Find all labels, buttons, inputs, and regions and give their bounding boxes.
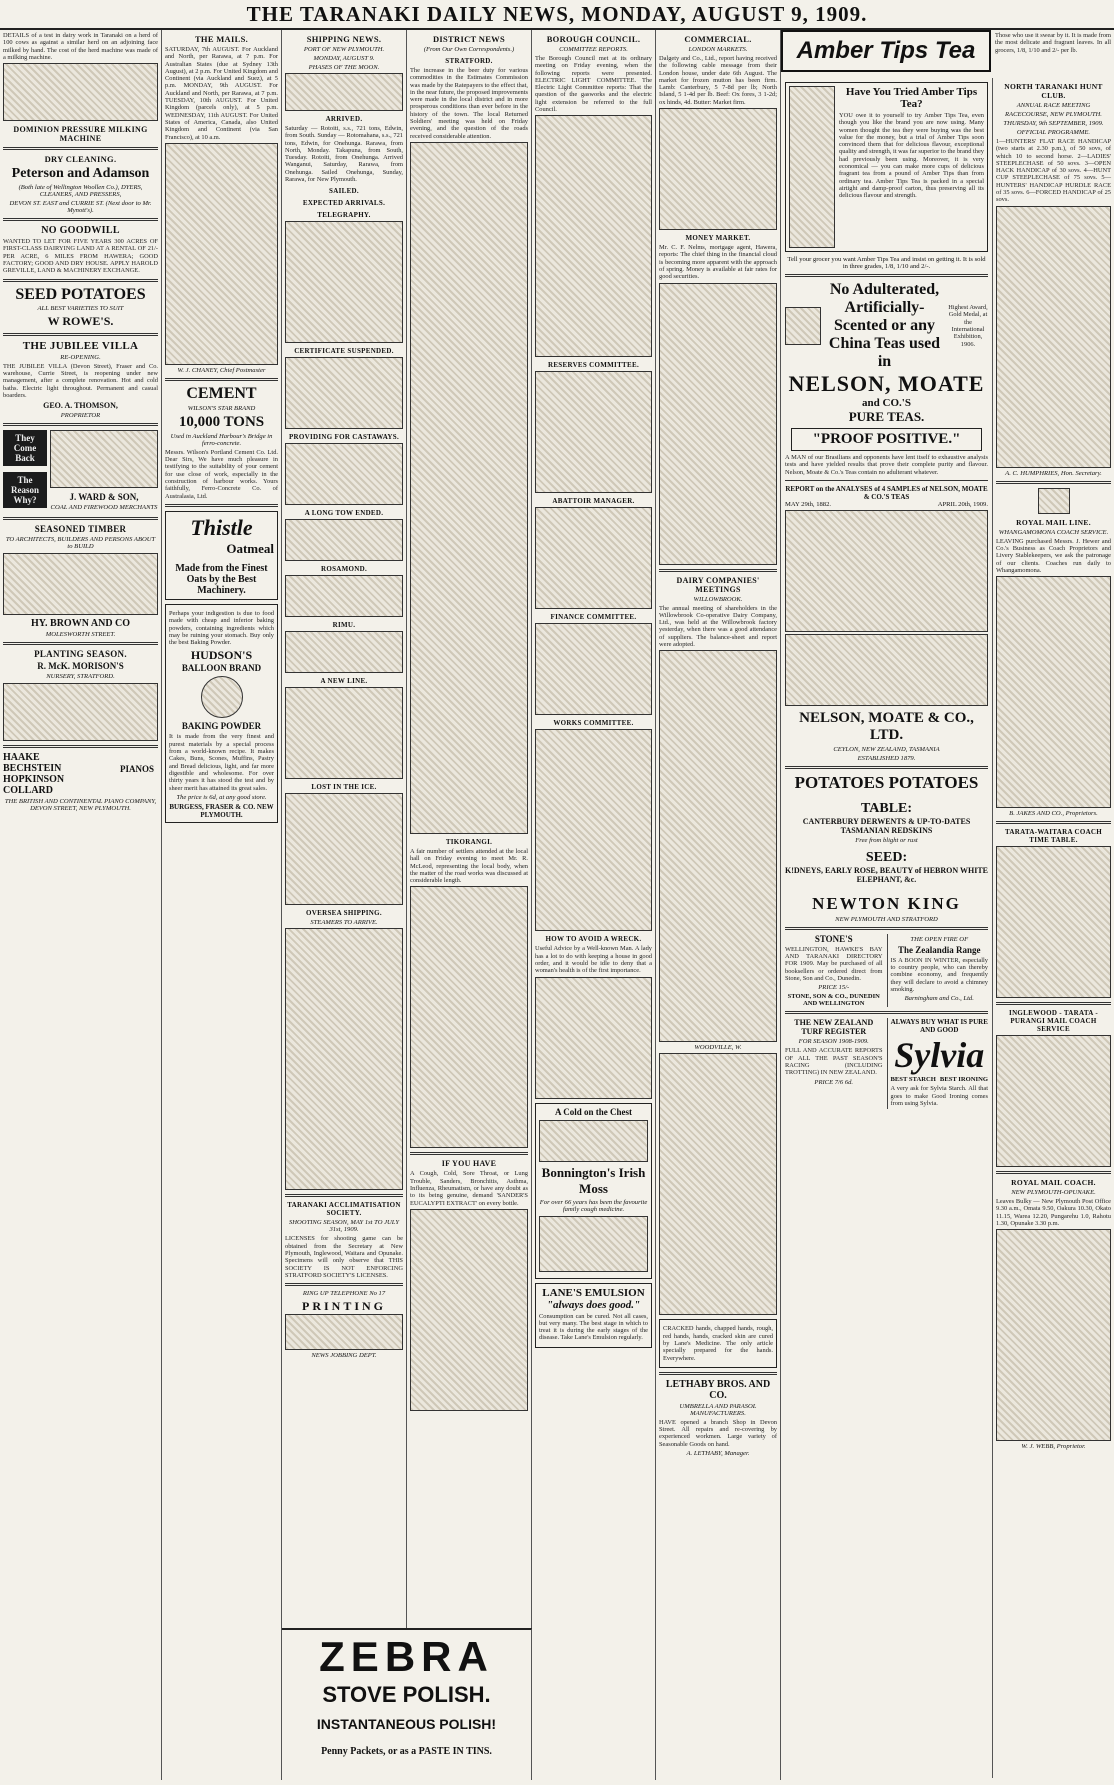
zealandia-top: THE OPEN FIRE OF bbox=[910, 935, 969, 943]
column-7-left bbox=[781, 78, 993, 1778]
tons-amount: 10,000 TONS bbox=[178, 413, 265, 430]
if-you-have-heading: IF YOU HAVE bbox=[441, 1159, 497, 1169]
crackers-ad bbox=[659, 1319, 777, 1367]
peterson-address: DEVON ST. EAST and CURRIE ST. (Next door to Mr. Mynott's). bbox=[9, 200, 152, 215]
pianos-tag: PIANOS bbox=[119, 764, 154, 775]
printing-heading: PRINTING bbox=[301, 1299, 386, 1314]
tarata-text-block bbox=[996, 846, 1111, 998]
burgess-name: BURGESS, FRASER & CO. NEW PLYMOUTH. bbox=[169, 802, 274, 819]
lethaby-text: HAVE opened a branch Shop in Devon Street. All repairs and re-covering by experienced workmen. Large variety of Seasonable Goods on hand. bbox=[659, 1418, 777, 1448]
stones-zealandia-row bbox=[785, 934, 988, 1007]
royal-timetable-block bbox=[996, 1229, 1111, 1441]
always-buy: ALWAYS BUY WHAT IS PURE AND GOOD bbox=[890, 1018, 988, 1035]
tow-text-block bbox=[285, 519, 403, 561]
masthead-title: THE TARANAKI DAILY NEWS, MONDAY, AUGUST 9, 1909. bbox=[246, 2, 868, 26]
commercial-heading: COMMERCIAL. bbox=[684, 34, 752, 44]
whanga-heading: ROYAL MAIL LINE. bbox=[1016, 517, 1091, 527]
column-2 bbox=[162, 30, 282, 1780]
planting-heading: PLANTING SEASON. bbox=[34, 649, 127, 660]
finance-text-block bbox=[535, 623, 652, 715]
dry-cleaning-heading: DRY CLEANING. bbox=[44, 154, 117, 165]
reserves-heading: RESERVES COMMITTEE. bbox=[547, 361, 640, 370]
cold-text-block bbox=[539, 1120, 648, 1162]
moon-heading: PHASES OF THE MOON. bbox=[308, 64, 380, 71]
steamers-list-block bbox=[285, 928, 403, 1190]
analysis-tables bbox=[785, 510, 988, 632]
stones-text: WELLINGTON, HAWKE'S BAY AND TARANAKI DIRECTORY FOR 1909. May be purchased of all booksellers or ordered direct from Stone, Son and Co., Dunedin. bbox=[785, 945, 883, 983]
royal-heading: ROYAL MAIL COACH. bbox=[1011, 1178, 1096, 1188]
telegraphy-heading: TELEGRAPHY. bbox=[317, 211, 371, 220]
rimu-text-block bbox=[285, 631, 403, 673]
timber-text-block bbox=[3, 553, 158, 615]
zebra-stove: STOVE POLISH. bbox=[322, 1682, 491, 1707]
milking-table-image bbox=[3, 63, 158, 121]
pianos-ad bbox=[3, 752, 158, 812]
avoid-text: Useful Advice by a Well-known Man. A lady has a lot to do with keeping a house in good order, and it would be idle to deny that a woman's health is of the first importance. bbox=[535, 945, 652, 975]
printing-text-block bbox=[285, 1314, 403, 1350]
castaways-heading: PROVIDING FOR CASTAWAYS. bbox=[288, 433, 400, 442]
port-heading: PORT OF NEW PLYMOUTH. bbox=[303, 46, 385, 53]
works-heading: WORKS COMMITTEE. bbox=[553, 719, 634, 728]
abattoir-text-block bbox=[535, 507, 652, 609]
goodwill-heading: NO GOODWILL bbox=[41, 225, 120, 237]
willow-heading: WILLOWBROOK. bbox=[693, 595, 743, 603]
award-medal-left-icon bbox=[785, 307, 821, 345]
lane-name: LANE'S EMULSION bbox=[542, 1286, 645, 1299]
balloon-logo bbox=[201, 676, 243, 718]
derwent-text: CANTERBURY DERWENTS & UP-TO-DATES TASMANIAN REDSKINS bbox=[802, 816, 971, 835]
rosamond-heading: ROSAMOND. bbox=[320, 565, 368, 574]
masthead bbox=[0, 0, 1114, 30]
race-date: THURSDAY, 9th SEPTEMBER, 1909. bbox=[1003, 120, 1104, 127]
amber-foot: Tell your grocer you want Amber Tips Tea and insist on getting it. It is sold in three grades, 1/8, 1/10 and 2/-. bbox=[787, 256, 986, 270]
hudson-text: It is made from the very finest and purest materials by a special process from a world-known recipe. It makes Cakes, Buns, Scones, Muffins, Pastry and Bread delicious, light, and far more digestible and wholesome. For over thirty years it has stood the test and by sheer merit has attained its great sales. bbox=[169, 733, 274, 792]
royal-sub: NEW PLYMOUTH-OPUNAKE. bbox=[1011, 1189, 1096, 1197]
telegraphy-text-block bbox=[285, 221, 403, 343]
accl-text: LICENSES for shooting game can be obtained from the Secretary at New Plymouth, Inglewood, Waitara and Opunake. Specimens will only observe that THIS SOCIETY IS NOT ENFORCING STRATFORD SOCIETY'S LICENSES. bbox=[285, 1235, 403, 1279]
dairy-heading: DAIRY COMPANIES' MEETINGS bbox=[676, 575, 760, 594]
mails-heading: THE MAILS. bbox=[194, 34, 249, 44]
morison-sub: NURSERY, STRATFORD. bbox=[46, 673, 115, 681]
hunt-sub: ANNUAL RACE MEETING bbox=[1016, 102, 1091, 109]
whanga-text-block bbox=[996, 576, 1111, 808]
turf-heading: THE NEW ZEALAND TURF REGISTER bbox=[794, 1018, 874, 1037]
newline-heading: A NEW LINE. bbox=[320, 677, 368, 686]
cement-heading: CEMENT bbox=[186, 384, 257, 402]
arrived-heading: ARRIVED. bbox=[325, 115, 363, 123]
stones-price: PRICE 15/- bbox=[818, 984, 850, 992]
money-heading: MONEY MARKET. bbox=[685, 234, 751, 243]
column-7-right bbox=[993, 78, 1114, 1780]
certificate-text-block bbox=[285, 357, 403, 429]
tikorangi-text-block bbox=[410, 886, 528, 1148]
zebra-title: ZEBRA bbox=[319, 1633, 494, 1680]
analysis-notes-block bbox=[785, 634, 988, 706]
piano-brand-2: BECHSTEIN bbox=[3, 763, 62, 775]
lethaby-name: LETHABY BROS. AND CO. bbox=[665, 1378, 771, 1401]
sylvia-logo: Sylvia bbox=[894, 1035, 985, 1076]
piano-brand-1: HAAKE bbox=[3, 752, 40, 764]
inglewood-text-block bbox=[996, 1035, 1111, 1167]
rowes-name: W ROWE'S. bbox=[47, 313, 114, 328]
amber-side-text: Those who use it swear by it. It is made from the most delicate and fragrant leaves. In all grocers, 1/8, 1/10 and 2/- per lb. bbox=[995, 32, 1111, 54]
tikorangi-heading: TIKORANGI. bbox=[445, 837, 493, 846]
baking-powder: BAKING POWDER bbox=[181, 721, 262, 732]
rimu-heading: RIMU. bbox=[332, 621, 356, 630]
whanga-sub: WHANGAMOMONA COACH SERVICE. bbox=[998, 528, 1109, 536]
column-4 bbox=[407, 30, 532, 1780]
jobbing-dept: NEWS JOBBING DEPT. bbox=[311, 1352, 377, 1360]
committee-heading: COMMITTEE REPORTS. bbox=[559, 46, 628, 53]
sylvia-text: A very ask for Sylvia Starch. All that goes to make Good Ironing comes from using Sylvia. bbox=[890, 1085, 988, 1107]
brown-name: HY. BROWN AND CO bbox=[30, 618, 131, 630]
table-heading: TABLE: bbox=[860, 800, 913, 816]
woodville-heading: WOODVILLE, W. bbox=[694, 1044, 742, 1052]
borough-heading: BOROUGH COUNCIL. bbox=[546, 34, 641, 44]
royal-text: Leaves Bulky — New Plymouth Post Office 9.30 a.m., Omata 9.50, Oakura 10.30, Okato 11.15, Warea 12.20, Pungarehu 1.0, Rahotu 1.30, Opunake 3.30 p.m. bbox=[996, 1198, 1111, 1228]
thistle-title: Thistle bbox=[190, 514, 253, 540]
nursery-text-block bbox=[3, 683, 158, 741]
inglewood-heading: INGLEWOOD - TARATA - PURANGI MAIL COACH SERVICE bbox=[1009, 1009, 1098, 1034]
reason-label: The Reason Why? bbox=[3, 472, 47, 508]
ring-up: RING UP TELEPHONE No 17 bbox=[302, 1290, 386, 1298]
newline-text-block bbox=[285, 687, 403, 779]
dominion-text: DETAILS of a test in dairy work in Taranaki on a herd of 100 cows as against a similar herd on an adjoining face milked by hand. The cost of the herd machine was made of a milking machine. bbox=[3, 32, 158, 61]
blight-text: Free from blight or rust bbox=[855, 836, 918, 844]
ward-sub: COAL AND FIREWOOD MERCHANTS bbox=[50, 504, 158, 512]
lethaby-sub: UMBRELLA AND PARASOL MANUFACTURERS. bbox=[679, 1402, 757, 1417]
seed-heading: SEED: bbox=[865, 849, 908, 865]
whanga-text: LEAVING purchased Messrs. J. Hewer and Co.'s Business as Coach Proprietors and Livery Stablekeepers, we ask the patronage of our clients. Coaches run daily to Whangamomona. bbox=[996, 537, 1111, 574]
award-text: Highest Award, Gold Medal, at the International Exhibition, 1906. bbox=[948, 304, 988, 348]
woman-drinking-tea-image bbox=[789, 86, 835, 248]
pianos-foot: THE BRITISH AND CONTINENTAL PIANO COMPANY, DEVON STREET, NEW PLYMOUTH. bbox=[4, 798, 157, 813]
no-adulterated: No Adulterated, Artificially-Scented or any China Teas used in bbox=[828, 281, 941, 370]
hudson-intro: Perhaps your indigestion is due to food made with cheap and inferior baking powders, containing ingredients which may be ruining your stomach. Buy only the best Baking Powder. bbox=[169, 609, 274, 647]
established: ESTABLISHED 1879. bbox=[857, 754, 916, 762]
seed-potatoes-heading: SEED POTATOES bbox=[15, 285, 146, 303]
jubilee-text: THE JUBILEE VILLA (Devon Street), Fraser and Co. warehouse, Currie Street, is reopening under new management, after a complete renovation. Hot and cold baths. Electric light throughout. Permanent and casual boarders. bbox=[3, 362, 158, 399]
best-starch: BEST STARCH bbox=[890, 1076, 936, 1084]
works-text-block bbox=[535, 729, 652, 931]
shipping-text: Saturday — Rotoiti, s.s., 721 tons, Edwin, from South. Sunday — Rotomahana, s.s., 721 tons, Edwin, for Onehunga. Rarawa, from North, Monday. Takapuna, from South, Tuesday. Rotoiti, from Onehunga. Arrived Wanganui, Saturday, Rarawa, from Onehunga. Sailed Onehunga, Sunday, Rarawa, for New Plymouth. bbox=[285, 125, 403, 184]
turf-sylvia-row bbox=[785, 1018, 988, 1109]
newton-sub: NEW PLYMOUTH AND STRATFORD bbox=[835, 915, 938, 923]
report-heading: REPORT on the ANALYSES of 4 SAMPLES of NELSON, MOATE & CO.'S TEAS bbox=[785, 484, 988, 501]
pure-teas: PURE TEAS. bbox=[848, 409, 925, 424]
crackers-text: CRACKED hands, chapped hands, rough, red hands, hands, cracked skin are cured by Lane's Medicine. The only article specially prepared for the hands. Everywhere. bbox=[663, 1325, 773, 1362]
sailed-heading: SAILED. bbox=[329, 187, 359, 196]
seed-sub: ALL BEST VARIETIES TO SUIT bbox=[37, 304, 124, 312]
finance-heading: FINANCE COMMITTEE. bbox=[550, 613, 637, 622]
timber-sub: TO ARCHITECTS, BUILDERS AND PERSONS ABOUT to BUILD bbox=[5, 536, 156, 551]
morison-name: R. McK. MORISON'S bbox=[37, 661, 124, 672]
dairy-text: The annual meeting of shareholders in the Willowbrook Co-operative Dairy Company, Ltd., was held at the Willowbrook factory yesterday, when there was a good attendance of suppliers. The balance-sheet and report were adopted. bbox=[659, 604, 777, 649]
chaney-signature: W. J. CHANEY, Chief Postmaster bbox=[177, 366, 266, 374]
lane-text: Consumption can be cured. Not all cases, but very many. The best stage in which to treat it is during the early stages of the disease. Take Lane's Emulsion regularly. bbox=[539, 1312, 648, 1342]
hunt-programme-block bbox=[996, 206, 1111, 468]
mails-schedule-block bbox=[165, 143, 278, 365]
commercial-text: Dalgety and Co., Ltd., report having received the following cable message from their London house, under date 6th August. The market for frozen mutton has been firm. Lamb: Canterbury, 5 7-8d per lb; North Island, 5 1-4d per lb. Beef: Ox fores, 3 1-2d; ox hinds, 4d. Butter: Market firm. bbox=[659, 55, 777, 106]
zebra-instant: INSTANTANEOUS POLISH! bbox=[316, 1716, 497, 1732]
amber-ad bbox=[785, 82, 988, 252]
tikorangi-text: A fair number of settlers attended at the local hall on Friday evening to meet Mr. R. McLeod, representing the local body, when the matter of the road works was discussed at considerable length. bbox=[410, 847, 528, 885]
piano-brand-3: HOPKINSON bbox=[3, 774, 65, 786]
zealandia-name: The Zealandia Range bbox=[897, 944, 981, 955]
amber-text: YOU owe it to yourself to try Amber Tips Tea, even though you like the brand you are now using. Many women thought the tea they were buying was the best value for the money, but a trial of Amber Tips soon convinced them that for delicious flavour, exceptional quality and strength, it was far superior to the brand they had previously been using. Moreover, it is very economical — you can make more cups of delicious fragrant tea from a pound of Amber Tips than from ordinary tea. Amber Tips Tea is packed in a special airtight and damp-proof carton, thus preserving all its delicious flavour and strength. bbox=[839, 112, 984, 200]
timber-heading: SEASONED TIMBER bbox=[34, 524, 127, 535]
borough-text-block bbox=[535, 115, 652, 357]
lane-ad bbox=[535, 1283, 652, 1348]
come-back-label: They Come Back bbox=[3, 430, 47, 466]
own-correspondents: (From Our Own Correspondents.) bbox=[423, 46, 515, 53]
avoid-text-block bbox=[535, 977, 652, 1099]
programme-heading: OFFICIAL PROGRAMME. bbox=[1016, 129, 1091, 136]
jubilee-heading: THE JUBILEE VILLA bbox=[22, 339, 139, 352]
peterson-name: Peterson and Adamson bbox=[11, 166, 150, 182]
column-7 bbox=[781, 30, 1114, 1780]
woodville-text-block bbox=[659, 1053, 777, 1315]
shipping-heading: SHIPPING NEWS. bbox=[306, 34, 382, 44]
racecourse: RACECOURSE, NEW PLYMOUTH. bbox=[1005, 111, 1102, 118]
turf-price: PRICE 7/6 6d. bbox=[814, 1078, 854, 1086]
commercial-text-block bbox=[659, 108, 777, 230]
ice-heading: LOST IN THE ICE. bbox=[311, 783, 377, 792]
accl-heading: TARANAKI ACCLIMATISATION SOCIETY. bbox=[287, 1201, 401, 1218]
castaways-text-block bbox=[285, 443, 403, 505]
nm-name: NELSON, MOATE bbox=[788, 371, 985, 396]
ward-name: J. WARD & SON, bbox=[69, 492, 139, 503]
zebra-ad bbox=[282, 1628, 532, 1780]
money-text: Mr. C. F. Nelms, mortgage agent, Hawera, reports: The chief thing in the financial cloud is becoming more apparent with the approach of spring. Money is available at fair rates for good securities. bbox=[659, 244, 777, 281]
nm2-sub: CEYLON, NEW ZEALAND, TASMANIA bbox=[833, 745, 940, 753]
piano-brand-4: COLLARD bbox=[3, 785, 54, 797]
column-1 bbox=[0, 30, 162, 1780]
amber-banner: Amber Tips Tea bbox=[781, 30, 991, 72]
dominion-title: DOMINION PRESSURE MILKING MACHINE bbox=[13, 125, 148, 144]
brown-sub: MOLESWORTH STREET. bbox=[45, 631, 116, 639]
tow-heading: A LONG TOW ENDED. bbox=[304, 509, 384, 518]
overseas-heading: OVERSEA SHIPPING. bbox=[306, 909, 382, 918]
nm-header bbox=[785, 281, 988, 371]
bonnington-name: Bonnington's Irish Moss bbox=[541, 1164, 646, 1196]
hunt-signature: A. C. HUMPHRIES, Hon. Secretary. bbox=[1005, 469, 1102, 477]
nm-co: and CO.'S bbox=[862, 397, 911, 409]
turf-sub: FOR SEASON 1908-1909. bbox=[798, 1038, 869, 1046]
hunt-text: 1—HUNTERS' FLAT RACE HANDICAP (two starts at 2.30 p.m.), of 50 sovs, of which 10 to second horse. 2—LADIES' STEEPLECHASE of 50 sovs. 3—OPEN HACK HANDICAP of 30 sovs. 4—HUNT CUP STEEPLECHASE of 75 sovs. 5—HUNTERS' HANDICAP HURDLE RACE of 35 sovs. 6—FORCED HANDICAP of 25 sovs. bbox=[996, 138, 1111, 204]
amber-question: Have You Tried Amber Tips Tea? bbox=[845, 86, 978, 110]
zebra-penny: Penny Packets, or as a PASTE IN TINS. bbox=[321, 1746, 492, 1757]
wilson-brand: WILSON'S STAR BRAND bbox=[187, 404, 256, 412]
bonnington-ad bbox=[535, 1103, 652, 1279]
oatmeal-title: Oatmeal bbox=[226, 540, 274, 556]
tons-sub: Used in Auckland Harbour's Bridge in ferro-concrete. bbox=[170, 432, 273, 447]
tarata-heading: TARATA-WAITARA COACH TIME TABLE. bbox=[1004, 828, 1103, 845]
barningham-name: Barningham and Co., Ltd. bbox=[904, 995, 974, 1003]
avoid-heading: HOW TO AVOID A WRECK. bbox=[545, 935, 642, 944]
abattoir-heading: ABATTOIR MANAGER. bbox=[552, 497, 635, 506]
reserves-text-block bbox=[535, 371, 652, 493]
bonnington-bottle-image bbox=[539, 1216, 648, 1272]
borough-text: The Borough Council met at its ordinary meeting on Friday evening, when the following reports were presented. ELECTRIC LIGHT COMMITTEE. The Electric Light Committee reports: That the question of the gasworks and the electric light extension be referred to the full Council. bbox=[535, 55, 652, 114]
lane-slogan: "always does good." bbox=[546, 1298, 641, 1311]
district-text-block bbox=[410, 142, 528, 834]
royal-signature: W. J. WEBB, Proprietor. bbox=[1021, 1443, 1086, 1451]
sanitas-text: A Cough, Cold, Sore Throat, or Lung Trouble, Sanders, Bronchitis, Asthma, Influenza, Rheumatism, or have any doubt as to its being genuine, demand 'SANDER'S EUCALYPTI EXTRACT' on every bottle. bbox=[410, 1170, 528, 1207]
nm2-name: NELSON, MOATE & CO., LTD. bbox=[799, 709, 974, 743]
thomson-sub: PROPRIETOR bbox=[60, 412, 101, 420]
stones-name: STONE'S bbox=[814, 933, 853, 944]
stratford-heading: STRATFORD. bbox=[445, 57, 493, 65]
coal-image bbox=[50, 430, 158, 488]
thistle-sub: Made from the Finest Oats by the Best Machinery. bbox=[175, 562, 268, 596]
shipping-date: MONDAY, AUGUST 9. bbox=[313, 55, 375, 62]
report-date-1: MAY 29th, 1882. bbox=[785, 500, 832, 508]
hudson-foot: The price is 6d, at any good store. bbox=[176, 793, 267, 801]
thomson-name: GEO. A. THOMSON, bbox=[43, 401, 118, 411]
potatoes-heading: POTATOES POTATOES bbox=[794, 772, 979, 792]
dairy-text-block bbox=[659, 650, 777, 1042]
report-dates bbox=[785, 501, 988, 508]
moon-table bbox=[285, 73, 403, 111]
bonnington-sub: For over 66 years has been the favourite family cough medicine. bbox=[539, 1198, 648, 1213]
cold-heading: A Cold on the Chest bbox=[554, 1106, 632, 1117]
column-3 bbox=[282, 30, 407, 1780]
sylvia-tags bbox=[891, 1076, 989, 1083]
kidneys-text: K!DNEYS, EARLY ROSE, BEAUTY of HEBRON WHITE ELEPHANT, &c. bbox=[785, 865, 989, 884]
accl-sub: SHOOTING SEASON, MAY 1st TO JULY 31st, 1909. bbox=[288, 1219, 400, 1234]
goodwill-text: WANTED TO LET FOR FIVE YEARS 300 ACRES OF FIRST-CLASS DAIRYING LAND AT A RENTAL OF 21/- PER ACRE, 6 MILES FROM HAWERA; GOOD FACTORY; GOOD AND DRY HOUSE. APPLY HAROLD GREVILLE, LAND & MACHINERY EXCHANGE. bbox=[3, 238, 158, 275]
balloon-brand: BALLOON BRAND bbox=[181, 663, 262, 674]
column-5 bbox=[532, 30, 656, 1780]
steamers-heading: STEAMERS TO ARRIVE. bbox=[310, 919, 378, 927]
report-date-2: APRIL 20th, 1909. bbox=[937, 500, 988, 508]
column-6 bbox=[656, 30, 781, 1780]
expected-heading: EXPECTED ARRIVALS. bbox=[302, 199, 386, 208]
ward-ad-left bbox=[3, 430, 47, 513]
ice-text-block bbox=[285, 793, 403, 905]
ward-ad bbox=[3, 430, 158, 513]
crown-icon bbox=[1038, 488, 1070, 514]
district-heading: DISTRICT NEWS bbox=[432, 34, 505, 44]
cement-text: Messrs. Wilson's Portland Cement Co. Ltd. Dear Sirs, We have much pleasure in testifying to the suitability of your cement for use close of work, especially in the construction of harbour works. Yours faithfully, Ferro-Concrete Co. of Australasia, Ltd. bbox=[165, 448, 278, 500]
district-text: The increase in the beer duty for various commodities in the Estimates Commission was made by the Ratepayers to the effect that, in the near future, the proposed improvements were made in the local district and in more prosperous conditions than ever before in the history of the town. The local Returned Soldiers' meeting was held on Friday evening, and the question of the roads received considerable attention. bbox=[410, 67, 529, 140]
peterson-sub: (Both late of Wellington Woollen Co.), DYERS, CLEANERS, AND PRESSERS, bbox=[18, 184, 143, 199]
thistle-ad bbox=[165, 511, 278, 600]
best-ironing: BEST IRONING bbox=[939, 1076, 988, 1084]
nm-text: A MAN of our Brasilians and opponents have lent itself to exhaustive analysis tests and have yielded results that prove their complete purity and flavour. Nelson, Moate & Co.'s Teas contain no adulterant whatever. bbox=[785, 454, 988, 476]
hunt-heading: NORTH TARANAKI HUNT CLUB. bbox=[1004, 82, 1103, 100]
money-text-block bbox=[659, 283, 777, 565]
proof-positive: "PROOF POSITIVE." bbox=[791, 428, 982, 451]
rosamond-text-block bbox=[285, 575, 403, 617]
certificate-heading: CERTIFICATE SUSPENDED. bbox=[294, 347, 394, 356]
zealandia-text: IS A BOON IN WINTER, especially to country people, who can thereby combine economy, and frequently they will declare to avoid a chimney smoking. bbox=[890, 956, 988, 994]
hudson-ad bbox=[165, 604, 278, 823]
mails-text: SATURDAY, 7th AUGUST. For Auckland and North, per Rarawa, at 7 p.m. For Australian States (due at Sydney 13th August), at 2 p.m. For United Kingdom and Continent (via Auckland and Suez), at 5 p.m. MONDAY, 9th AUGUST. For Auckland and North, per Rarawa, at 7 p.m. TUESDAY, 10th AUGUST. For United Kingdom (parcels only), at 5 p.m. WEDNESDAY, 11th AUGUST. For United States of America, Canada, also United Kingdom and Continent (via San Francisco), at 10 a.m. bbox=[165, 46, 278, 141]
sanitas-text-block bbox=[410, 1209, 528, 1411]
hudson-name: HUDSON'S bbox=[190, 648, 253, 663]
stones-foot: STONE, SON & CO., DUNEDIN AND WELLINGTON bbox=[787, 993, 880, 1008]
newton-king: NEWTON KING bbox=[812, 893, 961, 913]
turf-text: FULL AND ACCURATE REPORTS OF ALL THE PAST SEASON'S RACING (INCLUDING TROTTING) IN NEW ZEALAND. bbox=[785, 1047, 883, 1077]
jakes-signature: B. JAKES AND CO., Proprietors. bbox=[1009, 810, 1098, 818]
jubilee-sub: RE-OPENING. bbox=[60, 353, 101, 361]
lethaby-signature: A. LETHABY, Manager. bbox=[686, 1450, 750, 1458]
london-heading: LONDON MARKETS. bbox=[688, 46, 748, 53]
